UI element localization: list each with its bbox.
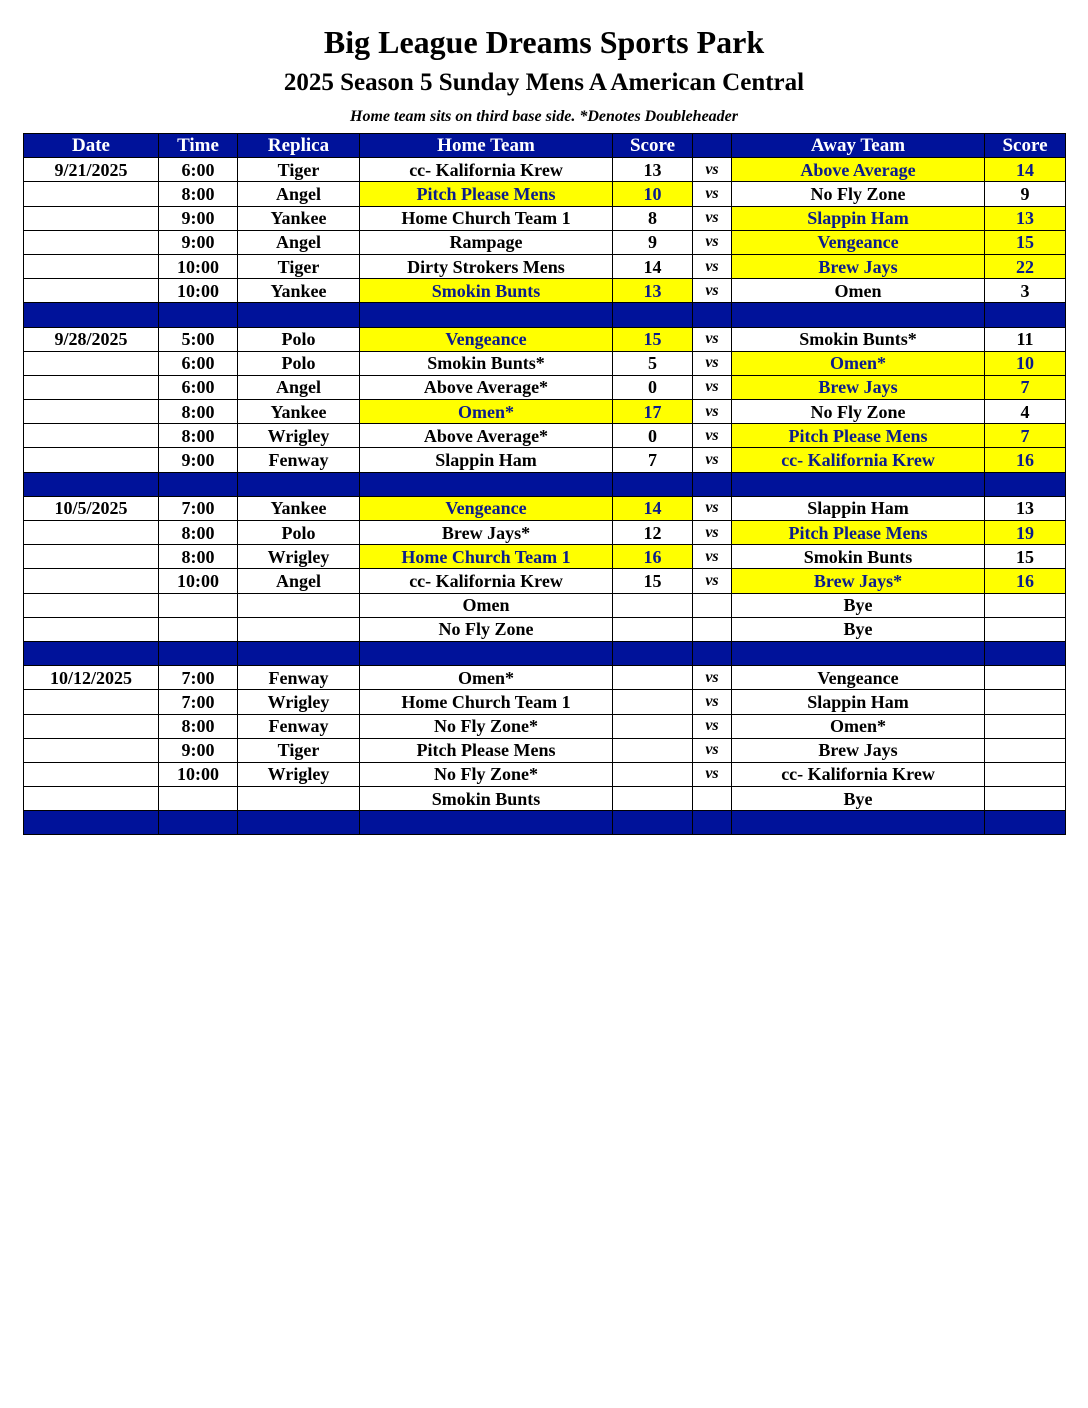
- col-time-header: Time: [159, 134, 238, 158]
- separator-cell: [613, 641, 693, 665]
- away-score: [985, 738, 1066, 762]
- vs-label: vs: [693, 327, 732, 351]
- away-score: 15: [985, 545, 1066, 569]
- game-time: [159, 787, 238, 811]
- vs-label: vs: [693, 690, 732, 714]
- away-team: Bye: [732, 593, 985, 617]
- home-score: 9: [613, 230, 693, 254]
- replica-field: Fenway: [238, 448, 360, 472]
- home-score: 16: [613, 545, 693, 569]
- away-score: 11: [985, 327, 1066, 351]
- game-time: 10:00: [159, 762, 238, 786]
- away-score: 13: [985, 496, 1066, 520]
- home-score: 7: [613, 448, 693, 472]
- vs-label: vs: [693, 206, 732, 230]
- separator-cell: [360, 811, 613, 835]
- col-date-header: Date: [24, 134, 159, 158]
- away-score: [985, 787, 1066, 811]
- away-score: [985, 593, 1066, 617]
- away-score: 16: [985, 569, 1066, 593]
- table-row: [24, 327, 1066, 351]
- game-time: 6:00: [159, 158, 238, 182]
- replica-field: [238, 593, 360, 617]
- replica-field: Angel: [238, 375, 360, 399]
- home-team: Omen: [360, 593, 613, 617]
- vs-label: vs: [693, 279, 732, 303]
- away-score: 22: [985, 254, 1066, 278]
- away-team: Omen*: [732, 351, 985, 375]
- home-score: 5: [613, 351, 693, 375]
- game-date: [24, 569, 159, 593]
- away-team: cc- Kalifornia Krew: [732, 448, 985, 472]
- separator-cell: [360, 641, 613, 665]
- table-row: [24, 787, 1066, 811]
- separator-cell: [159, 303, 238, 327]
- away-team: Pitch Please Mens: [732, 521, 985, 545]
- vs-label: vs: [693, 666, 732, 690]
- away-team: Above Average: [732, 158, 985, 182]
- vs-label: vs: [693, 762, 732, 786]
- game-date: 9/28/2025: [24, 327, 159, 351]
- home-team: Brew Jays*: [360, 521, 613, 545]
- away-team: Smokin Bunts*: [732, 327, 985, 351]
- col-away-team-header: Away Team: [732, 134, 985, 158]
- home-score: 14: [613, 496, 693, 520]
- vs-label: vs: [693, 496, 732, 520]
- game-date: [24, 787, 159, 811]
- away-team: Bye: [732, 787, 985, 811]
- home-team: Smokin Bunts*: [360, 351, 613, 375]
- table-row: [24, 496, 1066, 520]
- separator-cell: [159, 811, 238, 835]
- replica-field: [238, 617, 360, 641]
- away-team: Pitch Please Mens: [732, 424, 985, 448]
- game-date: [24, 279, 159, 303]
- vs-label: vs: [693, 400, 732, 424]
- replica-field: Polo: [238, 521, 360, 545]
- away-score: [985, 714, 1066, 738]
- home-team: Above Average*: [360, 424, 613, 448]
- away-team: Bye: [732, 617, 985, 641]
- game-date: [24, 375, 159, 399]
- game-date: [24, 617, 159, 641]
- separator-cell: [985, 641, 1066, 665]
- away-team: Brew Jays: [732, 254, 985, 278]
- home-score: 10: [613, 182, 693, 206]
- game-date: [24, 762, 159, 786]
- away-team: No Fly Zone: [732, 182, 985, 206]
- away-team: Brew Jays: [732, 375, 985, 399]
- replica-field: Yankee: [238, 279, 360, 303]
- separator-cell: [985, 811, 1066, 835]
- home-team: Slappin Ham: [360, 448, 613, 472]
- separator-cell: [732, 641, 985, 665]
- col-replica-header: Replica: [238, 134, 360, 158]
- away-team: Slappin Ham: [732, 690, 985, 714]
- away-score: [985, 690, 1066, 714]
- col-vs-header: [693, 134, 732, 158]
- table-row: [24, 279, 1066, 303]
- away-team: Omen: [732, 279, 985, 303]
- away-score: 7: [985, 424, 1066, 448]
- separator-cell: [693, 811, 732, 835]
- home-team: cc- Kalifornia Krew: [360, 569, 613, 593]
- game-time: [159, 617, 238, 641]
- away-score: 16: [985, 448, 1066, 472]
- game-date: [24, 690, 159, 714]
- separator-cell: [985, 303, 1066, 327]
- game-date: [24, 521, 159, 545]
- replica-field: Polo: [238, 351, 360, 375]
- replica-field: Wrigley: [238, 545, 360, 569]
- game-time: 7:00: [159, 690, 238, 714]
- separator-cell: [693, 303, 732, 327]
- vs-label: vs: [693, 351, 732, 375]
- separator-cell: [613, 811, 693, 835]
- away-score: 19: [985, 521, 1066, 545]
- home-score: [613, 617, 693, 641]
- game-time: 9:00: [159, 230, 238, 254]
- table-row: [24, 158, 1066, 182]
- separator-cell: [732, 303, 985, 327]
- page-title: Big League Dreams Sports Park: [323, 24, 765, 60]
- vs-label: [693, 617, 732, 641]
- home-score: 14: [613, 254, 693, 278]
- home-team: Omen*: [360, 666, 613, 690]
- away-team: Brew Jays: [732, 738, 985, 762]
- game-time: 9:00: [159, 738, 238, 762]
- vs-label: vs: [693, 448, 732, 472]
- table-row: [24, 375, 1066, 399]
- away-team: Smokin Bunts: [732, 545, 985, 569]
- away-team: cc- Kalifornia Krew: [732, 762, 985, 786]
- separator-cell: [238, 811, 360, 835]
- away-team: Vengeance: [732, 230, 985, 254]
- separator-cell: [693, 472, 732, 496]
- away-team: Vengeance: [732, 666, 985, 690]
- page-note: Home team sits on third base side. *Denotes Doubleheader: [350, 108, 738, 125]
- separator-cell: [985, 472, 1066, 496]
- away-score: 15: [985, 230, 1066, 254]
- away-score: 4: [985, 400, 1066, 424]
- home-score: [613, 593, 693, 617]
- home-team: Home Church Team 1: [360, 206, 613, 230]
- game-time: 9:00: [159, 206, 238, 230]
- table-row: [24, 666, 1066, 690]
- separator-cell: [24, 303, 159, 327]
- table-row: [24, 230, 1066, 254]
- replica-field: Angel: [238, 182, 360, 206]
- date-separator-row: [24, 811, 1066, 835]
- replica-field: Tiger: [238, 158, 360, 182]
- schedule-body: [24, 158, 1066, 835]
- col-home-score-header: Score: [613, 134, 693, 158]
- home-score: [613, 738, 693, 762]
- game-date: [24, 351, 159, 375]
- away-score: [985, 762, 1066, 786]
- game-date: [24, 206, 159, 230]
- home-score: [613, 666, 693, 690]
- home-score: [613, 690, 693, 714]
- table-row: [24, 521, 1066, 545]
- replica-field: Yankee: [238, 206, 360, 230]
- date-separator-row: [24, 303, 1066, 327]
- game-date: [24, 182, 159, 206]
- game-date: 9/21/2025: [24, 158, 159, 182]
- home-score: 0: [613, 424, 693, 448]
- home-team: Vengeance: [360, 496, 613, 520]
- table-row: [24, 617, 1066, 641]
- home-team: Pitch Please Mens: [360, 182, 613, 206]
- home-team: Above Average*: [360, 375, 613, 399]
- game-time: 7:00: [159, 666, 238, 690]
- game-date: [24, 424, 159, 448]
- table-row: [24, 714, 1066, 738]
- vs-label: vs: [693, 521, 732, 545]
- table-row: [24, 690, 1066, 714]
- game-time: [159, 593, 238, 617]
- replica-field: Fenway: [238, 714, 360, 738]
- vs-label: vs: [693, 569, 732, 593]
- replica-field: [238, 787, 360, 811]
- game-time: 6:00: [159, 351, 238, 375]
- replica-field: Angel: [238, 569, 360, 593]
- home-score: [613, 787, 693, 811]
- game-time: 10:00: [159, 254, 238, 278]
- home-team: Smokin Bunts: [360, 787, 613, 811]
- game-date: [24, 545, 159, 569]
- away-team: Slappin Ham: [732, 496, 985, 520]
- game-date: [24, 448, 159, 472]
- replica-field: Angel: [238, 230, 360, 254]
- vs-label: vs: [693, 545, 732, 569]
- table-row: [24, 182, 1066, 206]
- vs-label: vs: [693, 158, 732, 182]
- table-row: [24, 738, 1066, 762]
- game-date: 10/5/2025: [24, 496, 159, 520]
- table-row: [24, 762, 1066, 786]
- game-date: [24, 254, 159, 278]
- away-score: 7: [985, 375, 1066, 399]
- date-separator-row: [24, 472, 1066, 496]
- replica-field: Wrigley: [238, 424, 360, 448]
- home-team: Rampage: [360, 230, 613, 254]
- away-score: 10: [985, 351, 1066, 375]
- away-team: Slappin Ham: [732, 206, 985, 230]
- replica-field: Fenway: [238, 666, 360, 690]
- separator-cell: [24, 472, 159, 496]
- home-team: Vengeance: [360, 327, 613, 351]
- game-time: 8:00: [159, 521, 238, 545]
- table-row: [24, 400, 1066, 424]
- table-row: [24, 351, 1066, 375]
- replica-field: Wrigley: [238, 690, 360, 714]
- replica-field: Tiger: [238, 254, 360, 278]
- away-team: No Fly Zone: [732, 400, 985, 424]
- col-home-team-header: Home Team: [360, 134, 613, 158]
- vs-label: [693, 787, 732, 811]
- home-score: 12: [613, 521, 693, 545]
- away-score: [985, 666, 1066, 690]
- vs-label: vs: [693, 182, 732, 206]
- away-score: 13: [985, 206, 1066, 230]
- game-date: [24, 400, 159, 424]
- home-score: 13: [613, 158, 693, 182]
- home-team: Smokin Bunts: [360, 279, 613, 303]
- date-separator-row: [24, 641, 1066, 665]
- vs-label: vs: [693, 424, 732, 448]
- game-time: 7:00: [159, 496, 238, 520]
- home-score: 15: [613, 569, 693, 593]
- separator-cell: [159, 472, 238, 496]
- separator-cell: [360, 472, 613, 496]
- replica-field: Yankee: [238, 400, 360, 424]
- separator-cell: [613, 472, 693, 496]
- away-score: 14: [985, 158, 1066, 182]
- home-score: 8: [613, 206, 693, 230]
- away-team: Brew Jays*: [732, 569, 985, 593]
- separator-cell: [238, 303, 360, 327]
- home-score: 15: [613, 327, 693, 351]
- vs-label: vs: [693, 375, 732, 399]
- home-score: [613, 714, 693, 738]
- separator-cell: [732, 811, 985, 835]
- separator-cell: [24, 811, 159, 835]
- separator-cell: [238, 641, 360, 665]
- home-score: [613, 762, 693, 786]
- home-team: Home Church Team 1: [360, 690, 613, 714]
- table-header-row: [24, 134, 1066, 158]
- game-time: 8:00: [159, 714, 238, 738]
- game-date: [24, 714, 159, 738]
- col-away-score-header: Score: [985, 134, 1066, 158]
- home-team: No Fly Zone*: [360, 762, 613, 786]
- game-date: [24, 230, 159, 254]
- table-row: [24, 545, 1066, 569]
- home-team: Dirty Strokers Mens: [360, 254, 613, 278]
- vs-label: vs: [693, 230, 732, 254]
- vs-label: [693, 593, 732, 617]
- game-date: [24, 738, 159, 762]
- separator-cell: [732, 472, 985, 496]
- game-time: 10:00: [159, 569, 238, 593]
- table-row: [24, 206, 1066, 230]
- home-score: 13: [613, 279, 693, 303]
- replica-field: Yankee: [238, 496, 360, 520]
- vs-label: vs: [693, 714, 732, 738]
- game-time: 8:00: [159, 545, 238, 569]
- schedule-table: [23, 133, 1066, 835]
- away-score: [985, 617, 1066, 641]
- game-time: 8:00: [159, 182, 238, 206]
- away-team: Omen*: [732, 714, 985, 738]
- game-time: 8:00: [159, 424, 238, 448]
- replica-field: Polo: [238, 327, 360, 351]
- home-team: Pitch Please Mens: [360, 738, 613, 762]
- vs-label: vs: [693, 254, 732, 278]
- table-row: [24, 569, 1066, 593]
- game-date: 10/12/2025: [24, 666, 159, 690]
- separator-cell: [360, 303, 613, 327]
- game-time: 8:00: [159, 400, 238, 424]
- game-time: 6:00: [159, 375, 238, 399]
- away-score: 9: [985, 182, 1066, 206]
- separator-cell: [159, 641, 238, 665]
- home-score: 17: [613, 400, 693, 424]
- vs-label: vs: [693, 738, 732, 762]
- game-time: 10:00: [159, 279, 238, 303]
- separator-cell: [238, 472, 360, 496]
- table-row: [24, 448, 1066, 472]
- separator-cell: [24, 641, 159, 665]
- replica-field: Wrigley: [238, 762, 360, 786]
- separator-cell: [693, 641, 732, 665]
- home-team: Omen*: [360, 400, 613, 424]
- page-subtitle: 2025 Season 5 Sunday Mens A American Central: [283, 69, 805, 96]
- home-team: No Fly Zone*: [360, 714, 613, 738]
- game-time: 5:00: [159, 327, 238, 351]
- table-row: [24, 254, 1066, 278]
- table-row: [24, 424, 1066, 448]
- game-date: [24, 593, 159, 617]
- home-team: Home Church Team 1: [360, 545, 613, 569]
- home-score: 0: [613, 375, 693, 399]
- table-row: [24, 593, 1066, 617]
- home-team: No Fly Zone: [360, 617, 613, 641]
- away-score: 3: [985, 279, 1066, 303]
- separator-cell: [613, 303, 693, 327]
- home-team: cc- Kalifornia Krew: [360, 158, 613, 182]
- replica-field: Tiger: [238, 738, 360, 762]
- game-time: 9:00: [159, 448, 238, 472]
